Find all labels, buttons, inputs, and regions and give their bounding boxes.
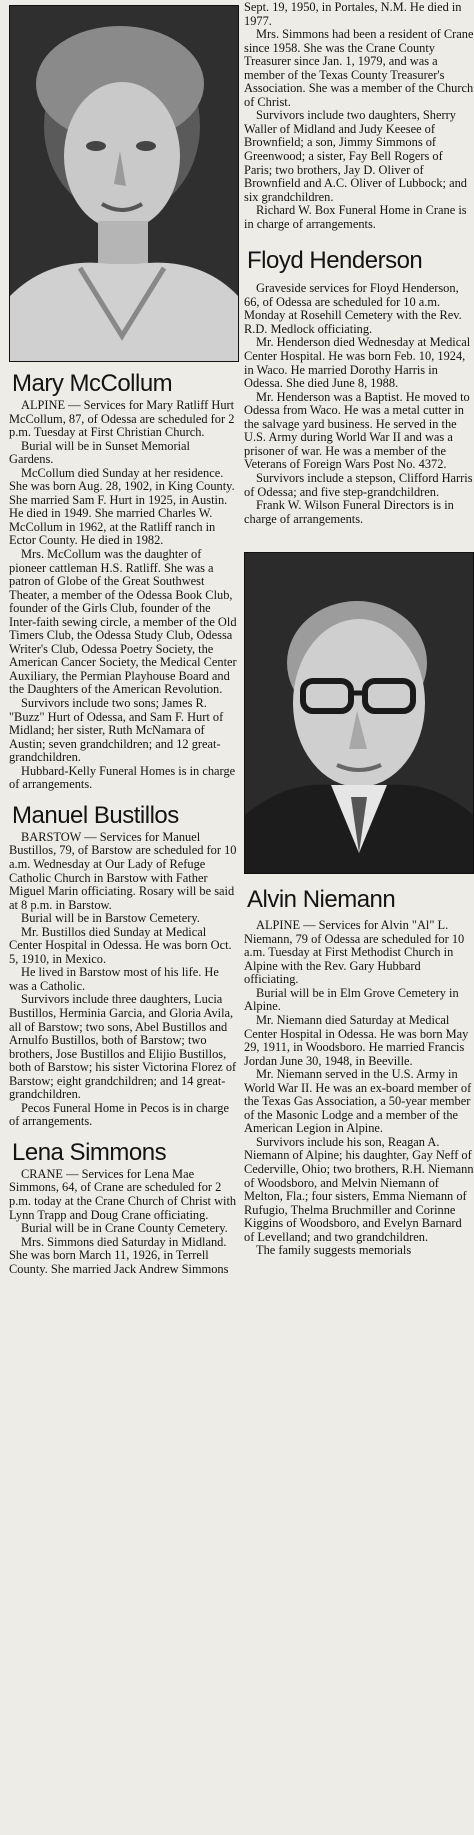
obituary-paragraph: Mrs. McCollum was the daughter of pioneer cattleman H.S. Ratliff. She was a patron of Globe of the Great Southwest Theater, a member of the Odessa Book Club, founder of the Girls Club, founder of the Inter-faith sewing circle, a member of the Old Timers Club, the Odessa Study Club, Odessa Writer's Club, Odessa Poetry Society, the American Cancer Society, the Medical Center Auxiliary, the Permian Playhouse Board and the Daughters of the American Revolution. [9, 547, 237, 697]
obituary-paragraph: Survivors include two sons; James R. "Buzz" Hurt of Odessa, and Sam F. Hurt of Midland; her sister, Ruth McNamara of Austin; seven grandchildren; and 12 great-grandchildren. [9, 696, 224, 765]
obituary-paragraph: ALPINE — Services for Mary Ratliff Hurt McCollum, 87, of Odessa are scheduled for 2 p.m. Tuesday at First Christian Church. [9, 398, 235, 440]
obituary-paragraph: Pecos Funeral Home in Pecos is in charge of arrangements. [9, 1100, 229, 1129]
obituary-paragraph: Hubbard-Kelly Funeral Homes is in charge of arrangements. [9, 763, 236, 792]
obituary-paragraph: Mrs. Simmons died Saturday in Midland. She was born March 11, 1926, in Terrell County. She married Jack Andrew Simmons [9, 1234, 229, 1276]
obituary-paragraph: Sept. 19, 1950, in Portales, N.M. He died in 1977. [244, 0, 462, 28]
obituary-name: Alvin Niemann [247, 886, 396, 914]
obituary-paragraph: Frank W. Wilson Funeral Directors is in charge of arrangements. [244, 498, 454, 526]
obituary-paragraph: He lived in Barstow most of his life. He was a Catholic. [9, 965, 219, 993]
obituary-mary-mccollum [9, 370, 237, 792]
obituary-paragraph: The family suggests memorials [256, 1243, 412, 1258]
portrait-woman-image [10, 6, 238, 361]
obituary-paragraph: Survivors include two daughters, Sherry Waller of Midland and Judy Keesee of Brownfield; a son, Jimmy Simmons of Greenwood; a sister, Fay Bell Rogers of Paris; two brothers, Jay D. Oliver of Brownfield and A.C. Oliver of Lubbock; and six grandchildren. [244, 108, 467, 204]
obituary-manuel-bustillos [9, 802, 237, 1129]
obituary-paragraph: McCollum died Sunday at her residence. She was born Aug. 28, 1902, in King County. She married Sam F. Hurt in 1925, in Austin. He died in 1949. She married Charles W. McCollum in 1962, at the Ratliff ranch in Ector County. He died in 1982. [9, 465, 235, 548]
obituary-lena-simmons [9, 1139, 237, 1276]
obituary-alvin-niemann [244, 886, 474, 1258]
obituary-paragraph: Mr. Bustillos died Sunday at Medical Center Hospital in Odessa. He was born Oct. 5, 1910, in Mexico. [9, 924, 232, 966]
obituary-name: Lena Simmons [12, 1138, 167, 1166]
obituary-paragraph: Survivors include his son, Reagan A. Niemann of Alpine; his daughter, Gay Neff of Cederville, Ohio; two brothers, R.H. Niemann of Woodsboro, and Melvin Niemann of Melton, Fla.; four sisters, Emma Niemann of Rufugio, Thelma Bruchmiller and Corinne Kiggins of Woodsboro, and Evelyn Barnard of Levelland; and two grandchildren. [244, 1134, 474, 1244]
portrait-photo-man [244, 552, 474, 874]
obituary-paragraph: CRANE — Services for Lena Mae Simmons, 64, of Crane are scheduled for 2 p.m. today at the Crane Church of Christ with Lynn Trapp and Doug Crane officiating. [9, 1166, 237, 1222]
obituary-paragraph: Burial will be in Crane County Cemetery. [21, 1221, 228, 1236]
obituary-paragraph: Survivors include three daughters, Lucia Bustillos, Herminia Garcia, and Gloria Avila, all of Barstow; two sons, Abel Bustillos and Arnulfo Bustillos, both of Barstow; two brothers, Jose Bustillos and Elijio Bustillos, both of Barstow; his sister Victorina Florez of Barstow; eight grandchildren; and 14 great-grandchildren. [9, 992, 237, 1102]
obituary-name: Mary McCollum [12, 370, 173, 397]
obituary-paragraph: Mr. Niemann died Saturday at Medical Center Hospital in Odessa. He was born May 29, 1911, in Woodsboro. He married Francis Jordan June 30, 1948, in Beeville. [244, 1012, 469, 1068]
obituary-paragraph: ALPINE — Services for Alvin "Al" L. Niemann, 79 of Odessa are scheduled for 10 a.m. Tuesday at First Methodist Church in Alpine with the Rev. Gary Hubbard officiating. [244, 918, 465, 987]
obituary-paragraph: Richard W. Box Funeral Home in Crane is in charge of arrangements. [244, 203, 467, 231]
obituary-paragraph: Burial will be in Sunset Memorial Gardens. [9, 438, 190, 467]
obituary-floyd-henderson [244, 247, 474, 526]
obituary-paragraph: Mr. Niemann served in the U.S. Army in World War II. He was an ex-board member of the Texas Gas Association, a 50-year member of the Masonic Lodge and a member of the American Legion in Alpine. [244, 1067, 472, 1136]
portrait-photo-woman [9, 5, 239, 362]
obituary-paragraph: Survivors include a stepson, Clifford Harris of Odessa; and five step-grandchildren. [244, 470, 473, 499]
obituary-name: Floyd Henderson [247, 247, 423, 275]
obituary-paragraph: Burial will be in Barstow Cemetery. [21, 911, 200, 926]
obituary-paragraph: BARSTOW — Services for Manuel Bustillos, 79, of Barstow are scheduled for 10 a.m. Wednesday at Our Lady of Refuge Catholic Church in Barstow with Father Miguel Marin officiating. Rosary will be said at 8 p.m. in Barstow. [9, 829, 237, 912]
obituary-paragraph: Graveside services for Floyd Henderson, 66, of Odessa are scheduled for 10 a.m. Monday at Rosehill Cemetery with the Rev. R.D. Medlock officiating. [244, 281, 462, 336]
obituary-lena-simmons-continued [244, 1, 474, 231]
obituary-paragraph: Burial will be in Elm Grove Cemetery in Alpine. [244, 985, 459, 1014]
right-column [244, 0, 474, 1258]
obituary-paragraph: Mr. Henderson died Wednesday at Medical Center Hospital. He was born Feb. 10, 1924, in Waco. He married Dorothy Harris in Odessa. She died June 8, 1988. [244, 335, 471, 391]
obituary-name: Manuel Bustillos [12, 801, 179, 829]
left-column [9, 0, 237, 1276]
portrait-man-image [245, 553, 473, 873]
obituary-paragraph: Mr. Henderson was a Baptist. He moved to Odessa from Waco. He was a metal cutter in the salvage yard business. He served in the U.S. Army during World War II and was a prisoner of war. He was a member of the Veterans of Foreign Wars Post No. 4372. [244, 389, 470, 472]
obituary-paragraph: Mrs. Simmons had been a resident of Crane since 1958. She was the Crane County Treasurer since Jan. 1, 1979, and was a member of the Texas County Treasurer's Association. She was a member of the Church of Christ. [244, 27, 474, 109]
